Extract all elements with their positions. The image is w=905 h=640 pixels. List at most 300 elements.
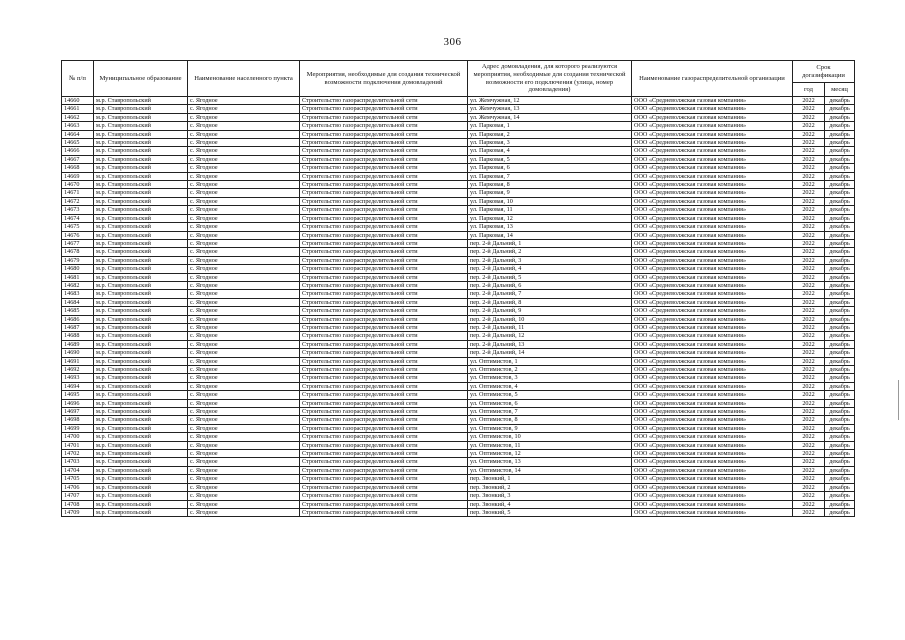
row-settlement: с. Ягодное <box>188 113 300 121</box>
row-org: ООО «Средневолжская газовая компания» <box>632 223 793 231</box>
row-address: ул. Оптимистов, 14 <box>468 466 632 474</box>
row-month: декабрь <box>825 139 855 147</box>
row-num: 14677 <box>62 239 94 247</box>
row-address: ул. Оптимистов, 3 <box>468 374 632 382</box>
row-settlement: с. Ягодное <box>188 155 300 163</box>
row-num: 14705 <box>62 475 94 483</box>
row-settlement: с. Ягодное <box>188 508 300 516</box>
row-municipality: м.р. Ставропольский <box>94 164 188 172</box>
row-settlement: с. Ягодное <box>188 483 300 491</box>
row-org: ООО «Средневолжская газовая компания» <box>632 164 793 172</box>
row-month: декабрь <box>825 147 855 155</box>
row-num: 14682 <box>62 281 94 289</box>
row-year: 2022 <box>793 172 825 180</box>
row-settlement: с. Ягодное <box>188 323 300 331</box>
row-month: декабрь <box>825 416 855 424</box>
table-row <box>62 139 855 147</box>
table-row <box>62 416 855 424</box>
row-address: пер. Звонкий, 2 <box>468 483 632 491</box>
row-org: ООО «Средневолжская газовая компания» <box>632 508 793 516</box>
row-org: ООО «Средневолжская газовая компания» <box>632 181 793 189</box>
row-settlement: с. Ягодное <box>188 189 300 197</box>
header-num: № п/п <box>62 61 94 97</box>
row-year: 2022 <box>793 340 825 348</box>
row-year: 2022 <box>793 508 825 516</box>
row-measure: Строительство газораспределительной сети <box>300 231 468 239</box>
row-num: 14709 <box>62 508 94 516</box>
row-measure: Строительство газораспределительной сети <box>300 374 468 382</box>
row-year: 2022 <box>793 475 825 483</box>
row-measure: Строительство газораспределительной сети <box>300 130 468 138</box>
row-month: декабрь <box>825 382 855 390</box>
row-num: 14671 <box>62 189 94 197</box>
row-municipality: м.р. Ставропольский <box>94 206 188 214</box>
row-measure: Строительство газораспределительной сети <box>300 147 468 155</box>
row-measure: Строительство газораспределительной сети <box>300 441 468 449</box>
row-municipality: м.р. Ставропольский <box>94 441 188 449</box>
row-municipality: м.р. Ставропольский <box>94 349 188 357</box>
table-row <box>62 349 855 357</box>
row-month: декабрь <box>825 391 855 399</box>
row-municipality: м.р. Ставропольский <box>94 189 188 197</box>
row-settlement: с. Ягодное <box>188 105 300 113</box>
row-municipality: м.р. Ставропольский <box>94 424 188 432</box>
row-address: ул. Парковая, 13 <box>468 223 632 231</box>
row-num: 14704 <box>62 466 94 474</box>
row-settlement: с. Ягодное <box>188 256 300 264</box>
header-year: год <box>793 83 825 97</box>
row-municipality: м.р. Ставропольский <box>94 147 188 155</box>
row-address: пер. 2-й Дальний, 1 <box>468 239 632 247</box>
row-org: ООО «Средневолжская газовая компания» <box>632 273 793 281</box>
row-year: 2022 <box>793 374 825 382</box>
row-num: 14674 <box>62 214 94 222</box>
row-settlement: с. Ягодное <box>188 340 300 348</box>
row-num: 14669 <box>62 172 94 180</box>
table-row <box>62 332 855 340</box>
row-year: 2022 <box>793 231 825 239</box>
row-measure: Строительство газораспределительной сети <box>300 458 468 466</box>
row-num: 14699 <box>62 424 94 432</box>
row-year: 2022 <box>793 273 825 281</box>
row-settlement: с. Ягодное <box>188 475 300 483</box>
row-org: ООО «Средневолжская газовая компания» <box>632 307 793 315</box>
page-number: 306 <box>443 36 462 48</box>
header-municipality: Муниципальное образование <box>94 61 188 97</box>
row-address: ул. Оптимистов, 8 <box>468 416 632 424</box>
row-month: декабрь <box>825 374 855 382</box>
row-measure: Строительство газораспределительной сети <box>300 450 468 458</box>
row-num: 14708 <box>62 500 94 508</box>
table-row <box>62 315 855 323</box>
row-measure: Строительство газораспределительной сети <box>300 181 468 189</box>
row-address: пер. Звонкий, 4 <box>468 500 632 508</box>
row-year: 2022 <box>793 391 825 399</box>
row-num: 14698 <box>62 416 94 424</box>
row-num: 14664 <box>62 130 94 138</box>
row-measure: Строительство газораспределительной сети <box>300 113 468 121</box>
row-measure: Строительство газораспределительной сети <box>300 357 468 365</box>
row-municipality: м.р. Ставропольский <box>94 382 188 390</box>
row-measure: Строительство газораспределительной сети <box>300 424 468 432</box>
row-address: ул. Оптимистов, 11 <box>468 441 632 449</box>
row-year: 2022 <box>793 483 825 491</box>
row-num: 14683 <box>62 290 94 298</box>
row-month: декабрь <box>825 189 855 197</box>
row-org: ООО «Средневолжская газовая компания» <box>632 231 793 239</box>
row-org: ООО «Средневолжская газовая компания» <box>632 197 793 205</box>
row-municipality: м.р. Ставропольский <box>94 492 188 500</box>
row-num: 14663 <box>62 122 94 130</box>
row-settlement: с. Ягодное <box>188 391 300 399</box>
header-org: Наименование газораспределительной организации <box>632 61 793 97</box>
row-measure: Строительство газораспределительной сети <box>300 340 468 348</box>
table-row <box>62 223 855 231</box>
row-year: 2022 <box>793 298 825 306</box>
row-year: 2022 <box>793 466 825 474</box>
row-municipality: м.р. Ставропольский <box>94 113 188 121</box>
row-address: пер. 2-й Дальний, 9 <box>468 307 632 315</box>
table-row <box>62 206 855 214</box>
row-measure: Строительство газораспределительной сети <box>300 391 468 399</box>
row-org: ООО «Средневолжская газовая компания» <box>632 416 793 424</box>
row-org: ООО «Средневолжская газовая компания» <box>632 248 793 256</box>
row-num: 14679 <box>62 256 94 264</box>
row-address: пер. 2-й Дальний, 3 <box>468 256 632 264</box>
row-measure: Строительство газораспределительной сети <box>300 239 468 247</box>
table-row <box>62 147 855 155</box>
row-org: ООО «Средневолжская газовая компания» <box>632 206 793 214</box>
row-address: ул. Парковая, 5 <box>468 155 632 163</box>
row-month: декабрь <box>825 164 855 172</box>
row-num: 14673 <box>62 206 94 214</box>
row-year: 2022 <box>793 500 825 508</box>
row-year: 2022 <box>793 441 825 449</box>
row-num: 14681 <box>62 273 94 281</box>
row-address: ул. Парковая, 9 <box>468 189 632 197</box>
row-month: декабрь <box>825 265 855 273</box>
row-org: ООО «Средневолжская газовая компания» <box>632 332 793 340</box>
row-month: декабрь <box>825 223 855 231</box>
row-num: 14678 <box>62 248 94 256</box>
row-year: 2022 <box>793 366 825 374</box>
table-row <box>62 105 855 113</box>
row-measure: Строительство газораспределительной сети <box>300 164 468 172</box>
table-row <box>62 231 855 239</box>
row-address: ул. Парковая, 2 <box>468 130 632 138</box>
row-municipality: м.р. Ставропольский <box>94 475 188 483</box>
row-num: 14670 <box>62 181 94 189</box>
row-measure: Строительство газораспределительной сети <box>300 265 468 273</box>
row-measure: Строительство газораспределительной сети <box>300 315 468 323</box>
row-org: ООО «Средневолжская газовая компания» <box>632 382 793 390</box>
row-address: ул. Жемчужная, 13 <box>468 105 632 113</box>
row-org: ООО «Средневолжская газовая компания» <box>632 492 793 500</box>
row-month: декабрь <box>825 332 855 340</box>
row-org: ООО «Средневолжская газовая компания» <box>632 408 793 416</box>
row-month: декабрь <box>825 273 855 281</box>
row-org: ООО «Средневолжская газовая компания» <box>632 500 793 508</box>
table-row <box>62 483 855 491</box>
table-row <box>62 256 855 264</box>
row-municipality: м.р. Ставропольский <box>94 391 188 399</box>
row-municipality: м.р. Ставропольский <box>94 197 188 205</box>
row-address: ул. Парковая, 4 <box>468 147 632 155</box>
row-org: ООО «Средневолжская газовая компания» <box>632 265 793 273</box>
row-year: 2022 <box>793 450 825 458</box>
row-month: декабрь <box>825 290 855 298</box>
row-municipality: м.р. Ставропольский <box>94 500 188 508</box>
header-month: месяц <box>825 83 855 97</box>
row-month: декабрь <box>825 424 855 432</box>
row-org: ООО «Средневолжская газовая компания» <box>632 450 793 458</box>
row-month: декабрь <box>825 239 855 247</box>
table-row <box>62 408 855 416</box>
row-year: 2022 <box>793 332 825 340</box>
row-municipality: м.р. Ставропольский <box>94 315 188 323</box>
row-municipality: м.р. Ставропольский <box>94 273 188 281</box>
row-org: ООО «Средневолжская газовая компания» <box>632 298 793 306</box>
row-org: ООО «Средневолжская газовая компания» <box>632 97 793 105</box>
row-num: 14691 <box>62 357 94 365</box>
row-address: ул. Жемчужная, 12 <box>468 97 632 105</box>
row-settlement: с. Ягодное <box>188 223 300 231</box>
row-settlement: с. Ягодное <box>188 399 300 407</box>
row-year: 2022 <box>793 105 825 113</box>
row-address: пер. Звонкий, 1 <box>468 475 632 483</box>
table-row <box>62 181 855 189</box>
row-year: 2022 <box>793 223 825 231</box>
row-municipality: м.р. Ставропольский <box>94 357 188 365</box>
row-month: декабрь <box>825 500 855 508</box>
table-row <box>62 357 855 365</box>
row-measure: Строительство газораспределительной сети <box>300 349 468 357</box>
row-measure: Строительство газораспределительной сети <box>300 466 468 474</box>
row-address: ул. Оптимистов, 4 <box>468 382 632 390</box>
row-municipality: м.р. Ставропольский <box>94 239 188 247</box>
row-measure: Строительство газораспределительной сети <box>300 155 468 163</box>
row-municipality: м.р. Ставропольский <box>94 307 188 315</box>
row-org: ООО «Средневолжская газовая компания» <box>632 172 793 180</box>
row-month: декабрь <box>825 206 855 214</box>
row-settlement: с. Ягодное <box>188 239 300 247</box>
row-month: декабрь <box>825 172 855 180</box>
row-org: ООО «Средневолжская газовая компания» <box>632 323 793 331</box>
row-year: 2022 <box>793 197 825 205</box>
table-row <box>62 340 855 348</box>
row-num: 14702 <box>62 450 94 458</box>
row-month: декабрь <box>825 450 855 458</box>
row-year: 2022 <box>793 492 825 500</box>
row-year: 2022 <box>793 265 825 273</box>
row-num: 14667 <box>62 155 94 163</box>
row-settlement: с. Ягодное <box>188 458 300 466</box>
row-municipality: м.р. Ставропольский <box>94 181 188 189</box>
row-measure: Строительство газораспределительной сети <box>300 408 468 416</box>
row-month: декабрь <box>825 340 855 348</box>
row-settlement: с. Ягодное <box>188 130 300 138</box>
row-settlement: с. Ягодное <box>188 332 300 340</box>
row-month: декабрь <box>825 130 855 138</box>
row-num: 14665 <box>62 139 94 147</box>
row-month: декабрь <box>825 97 855 105</box>
row-org: ООО «Средневолжская газовая компания» <box>632 122 793 130</box>
row-num: 14666 <box>62 147 94 155</box>
header-term: Срок догазификации <box>793 61 855 83</box>
table-row <box>62 298 855 306</box>
row-measure: Строительство газораспределительной сети <box>300 416 468 424</box>
row-org: ООО «Средневолжская газовая компания» <box>632 433 793 441</box>
row-month: декабрь <box>825 458 855 466</box>
row-municipality: м.р. Ставропольский <box>94 139 188 147</box>
row-month: декабрь <box>825 475 855 483</box>
row-year: 2022 <box>793 97 825 105</box>
row-settlement: с. Ягодное <box>188 466 300 474</box>
row-settlement: с. Ягодное <box>188 231 300 239</box>
row-num: 14662 <box>62 113 94 121</box>
row-settlement: с. Ягодное <box>188 164 300 172</box>
row-address: пер. 2-й Дальний, 11 <box>468 323 632 331</box>
row-num: 14668 <box>62 164 94 172</box>
table-row <box>62 130 855 138</box>
row-address: ул. Парковая, 7 <box>468 172 632 180</box>
row-org: ООО «Средневолжская газовая компания» <box>632 374 793 382</box>
table-row <box>62 323 855 331</box>
table-row <box>62 441 855 449</box>
row-num: 14700 <box>62 433 94 441</box>
row-address: ул. Оптимистов, 6 <box>468 399 632 407</box>
row-settlement: с. Ягодное <box>188 214 300 222</box>
row-year: 2022 <box>793 315 825 323</box>
row-settlement: с. Ягодное <box>188 382 300 390</box>
row-num: 14685 <box>62 307 94 315</box>
row-measure: Строительство газораспределительной сети <box>300 366 468 374</box>
row-month: декабрь <box>825 466 855 474</box>
table-row <box>62 239 855 247</box>
row-num: 14687 <box>62 323 94 331</box>
row-num: 14692 <box>62 366 94 374</box>
table-row <box>62 97 855 105</box>
row-measure: Строительство газораспределительной сети <box>300 273 468 281</box>
row-address: ул. Парковая, 10 <box>468 197 632 205</box>
table-row <box>62 492 855 500</box>
row-year: 2022 <box>793 189 825 197</box>
row-address: пер. 2-й Дальний, 2 <box>468 248 632 256</box>
row-measure: Строительство газораспределительной сети <box>300 298 468 306</box>
row-municipality: м.р. Ставропольский <box>94 172 188 180</box>
row-measure: Строительство газораспределительной сети <box>300 172 468 180</box>
row-year: 2022 <box>793 155 825 163</box>
row-year: 2022 <box>793 382 825 390</box>
table-row <box>62 172 855 180</box>
row-measure: Строительство газораспределительной сети <box>300 508 468 516</box>
row-num: 14661 <box>62 105 94 113</box>
row-municipality: м.р. Ставропольский <box>94 122 188 130</box>
row-measure: Строительство газораспределительной сети <box>300 214 468 222</box>
row-num: 14693 <box>62 374 94 382</box>
table-body <box>62 97 855 517</box>
row-municipality: м.р. Ставропольский <box>94 408 188 416</box>
row-measure: Строительство газораспределительной сети <box>300 223 468 231</box>
dogasification-table <box>61 60 855 517</box>
row-measure: Строительство газораспределительной сети <box>300 500 468 508</box>
row-year: 2022 <box>793 122 825 130</box>
row-address: ул. Парковая, 11 <box>468 206 632 214</box>
row-year: 2022 <box>793 281 825 289</box>
row-org: ООО «Средневолжская газовая компания» <box>632 366 793 374</box>
row-month: декабрь <box>825 122 855 130</box>
row-measure: Строительство газораспределительной сети <box>300 290 468 298</box>
row-address: пер. 2-й Дальний, 6 <box>468 281 632 289</box>
row-month: декабрь <box>825 298 855 306</box>
table-row <box>62 450 855 458</box>
row-org: ООО «Средневолжская газовая компания» <box>632 466 793 474</box>
row-measure: Строительство газораспределительной сети <box>300 483 468 491</box>
row-settlement: с. Ягодное <box>188 122 300 130</box>
table-row <box>62 189 855 197</box>
row-org: ООО «Средневолжская газовая компания» <box>632 391 793 399</box>
row-org: ООО «Средневолжская газовая компания» <box>632 315 793 323</box>
row-num: 14688 <box>62 332 94 340</box>
row-num: 14676 <box>62 231 94 239</box>
row-org: ООО «Средневолжская газовая компания» <box>632 424 793 432</box>
row-org: ООО «Средневолжская газовая компания» <box>632 256 793 264</box>
row-municipality: м.р. Ставропольский <box>94 248 188 256</box>
row-num: 14684 <box>62 298 94 306</box>
row-settlement: с. Ягодное <box>188 181 300 189</box>
table-row <box>62 265 855 273</box>
row-year: 2022 <box>793 206 825 214</box>
row-measure: Строительство газораспределительной сети <box>300 492 468 500</box>
row-year: 2022 <box>793 256 825 264</box>
row-municipality: м.р. Ставропольский <box>94 281 188 289</box>
row-municipality: м.р. Ставропольский <box>94 265 188 273</box>
table-row <box>62 391 855 399</box>
row-settlement: с. Ягодное <box>188 349 300 357</box>
scan-edge-mark <box>898 380 899 420</box>
row-settlement: с. Ягодное <box>188 374 300 382</box>
table-row <box>62 475 855 483</box>
row-month: декабрь <box>825 248 855 256</box>
row-municipality: м.р. Ставропольский <box>94 466 188 474</box>
row-municipality: м.р. Ставропольский <box>94 433 188 441</box>
row-address: пер. 2-й Дальний, 7 <box>468 290 632 298</box>
row-org: ООО «Средневолжская газовая компания» <box>632 105 793 113</box>
row-num: 14696 <box>62 399 94 407</box>
row-num: 14680 <box>62 265 94 273</box>
table-header <box>62 61 855 97</box>
row-num: 14660 <box>62 97 94 105</box>
row-year: 2022 <box>793 307 825 315</box>
row-month: декабрь <box>825 307 855 315</box>
row-num: 14689 <box>62 340 94 348</box>
row-month: декабрь <box>825 113 855 121</box>
header-address: Адрес домовладения, для которого реализуются мероприятия, необходимые для создания технической возможности его подключения (улица, номер домовладения) <box>468 61 632 97</box>
table-row <box>62 273 855 281</box>
row-month: декабрь <box>825 441 855 449</box>
row-municipality: м.р. Ставропольский <box>94 97 188 105</box>
row-address: пер. Звонкий, 5 <box>468 508 632 516</box>
row-org: ООО «Средневолжская газовая компания» <box>632 475 793 483</box>
row-org: ООО «Средневолжская газовая компания» <box>632 399 793 407</box>
row-year: 2022 <box>793 164 825 172</box>
row-year: 2022 <box>793 290 825 298</box>
table-row <box>62 458 855 466</box>
row-address: ул. Парковая, 12 <box>468 214 632 222</box>
row-settlement: с. Ягодное <box>188 500 300 508</box>
row-settlement: с. Ягодное <box>188 492 300 500</box>
row-settlement: с. Ягодное <box>188 248 300 256</box>
